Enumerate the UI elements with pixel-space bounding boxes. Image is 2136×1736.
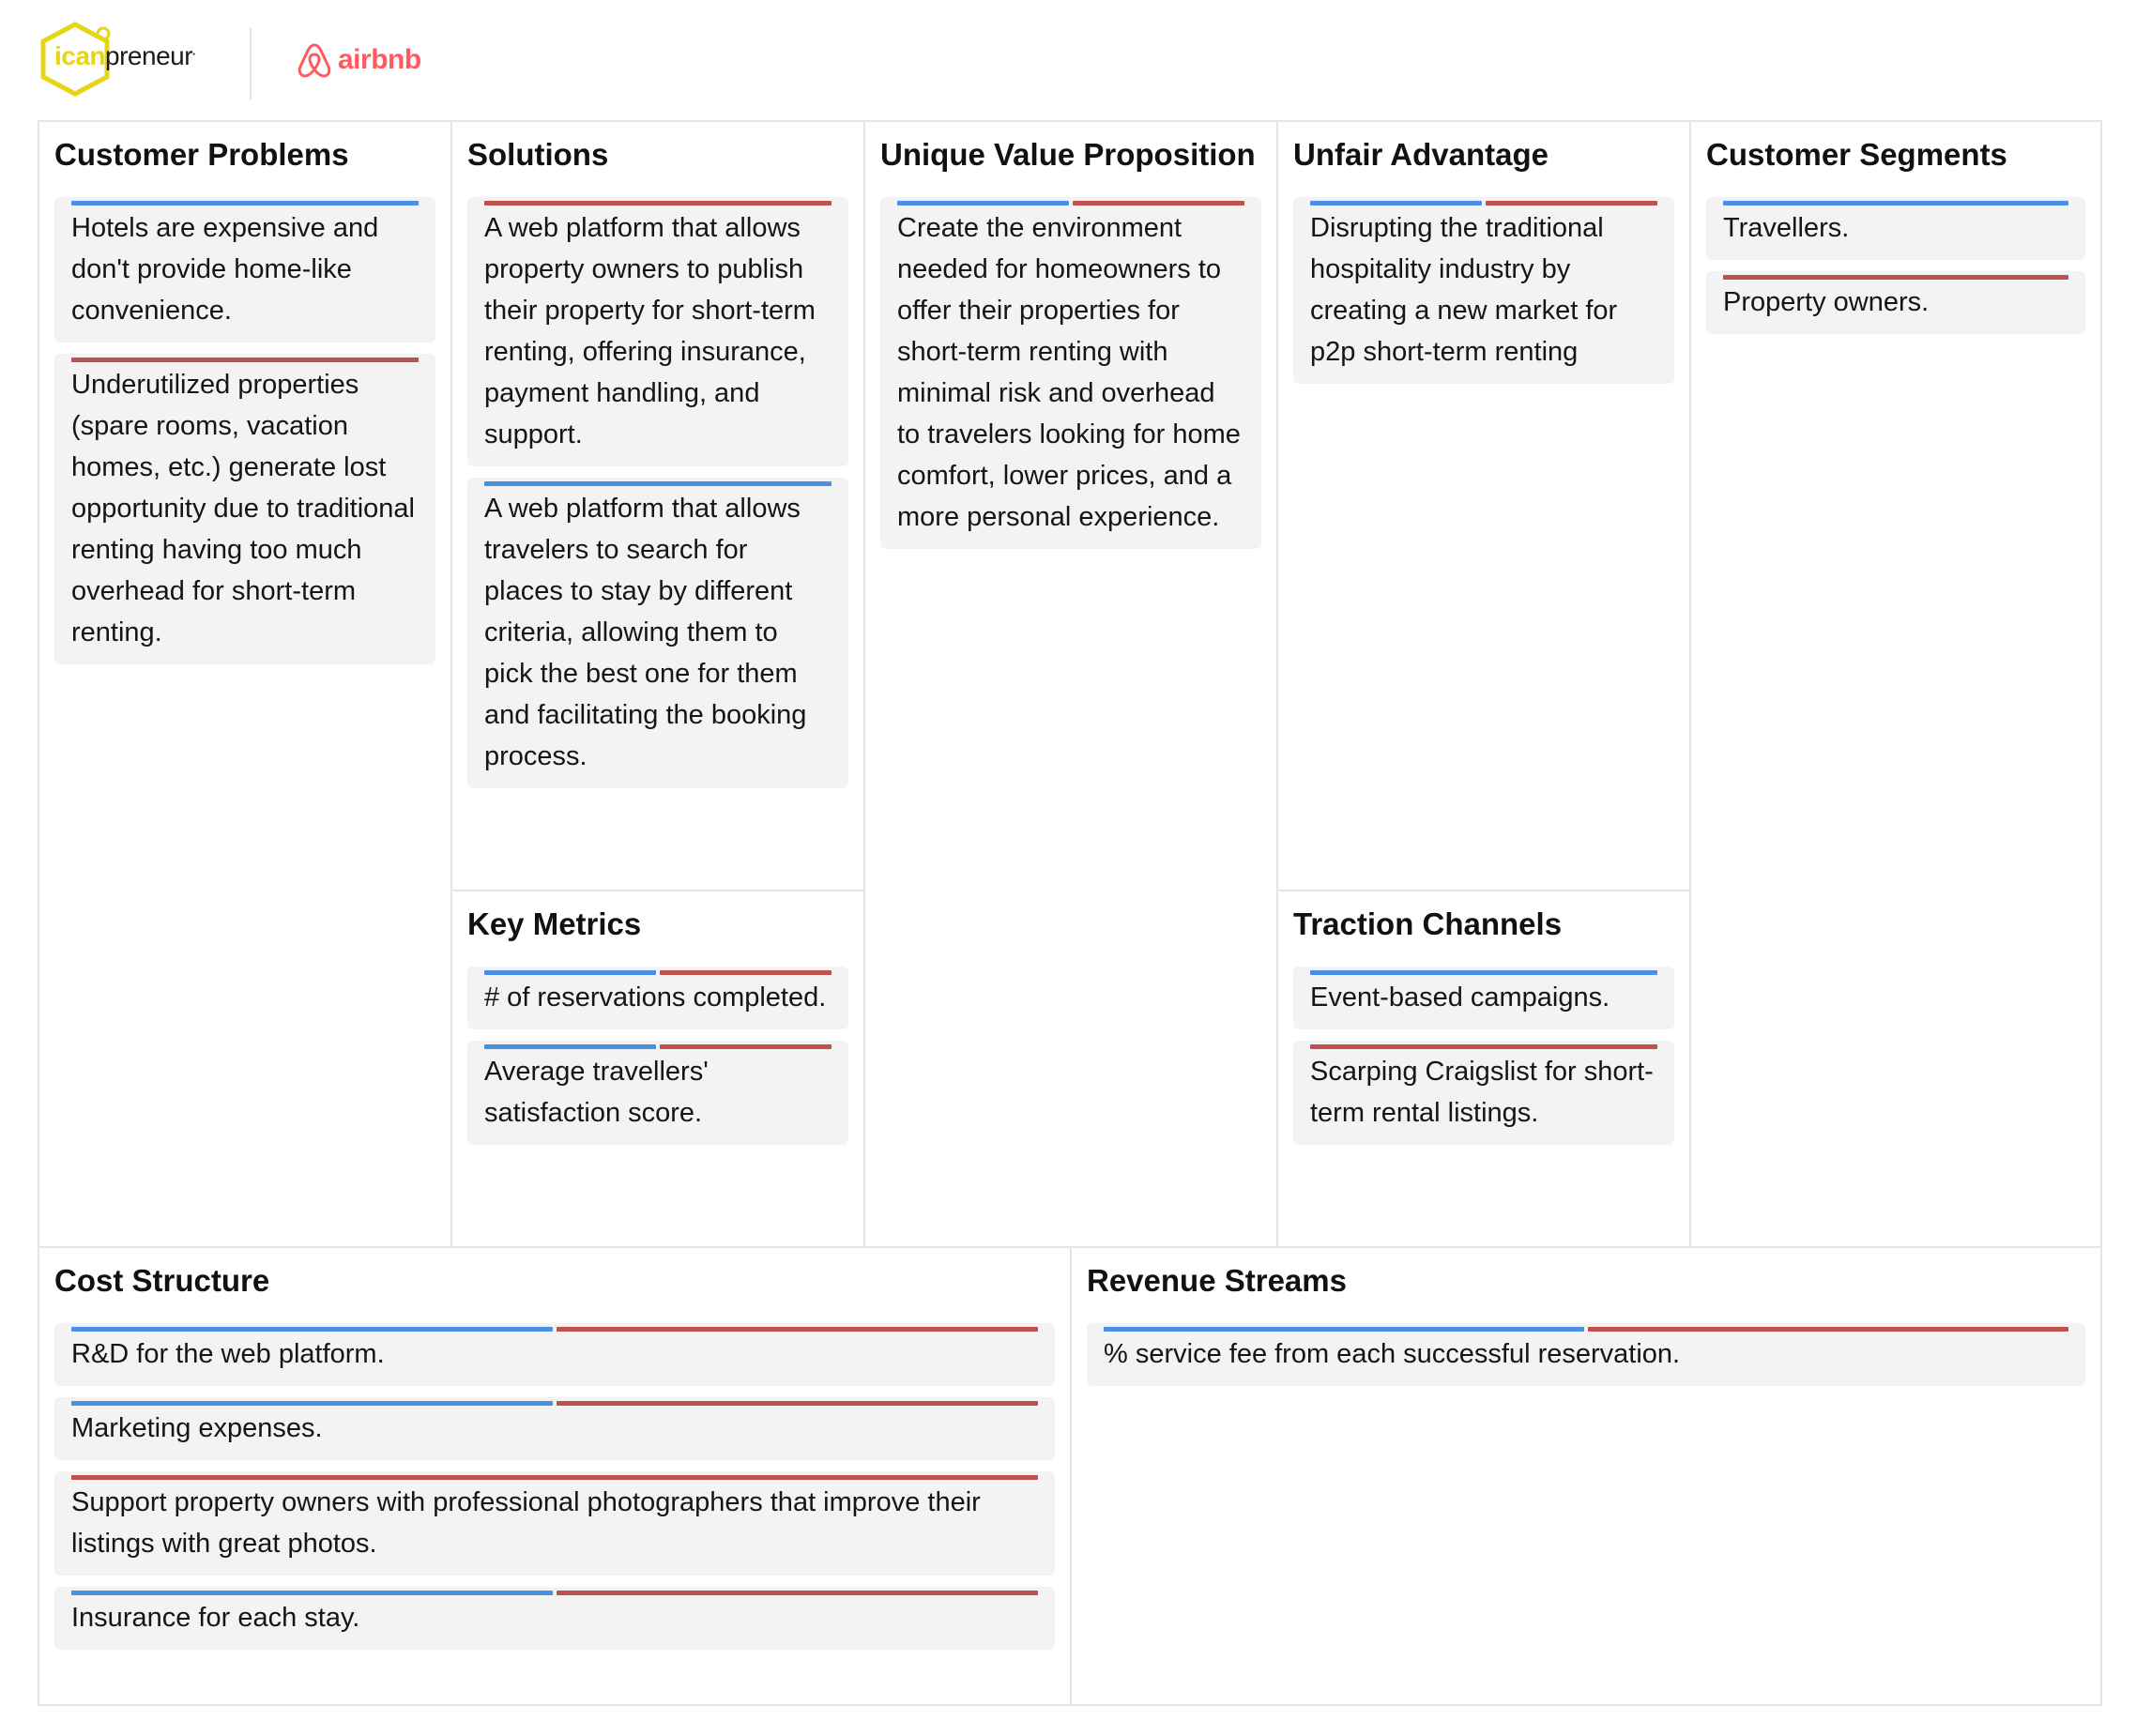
card-list	[54, 1323, 1055, 1661]
card-text: Insurance for each stay.	[71, 1603, 360, 1633]
canvas-card[interactable]	[1706, 197, 2085, 260]
segment-tag-blue	[1723, 201, 2068, 206]
card-text: Support property owners with professional photographers that improve their listings with great photos.	[71, 1487, 981, 1559]
card-list	[880, 197, 1261, 560]
airbnb-logo[interactable]	[297, 39, 421, 81]
segment-tag-red	[1073, 201, 1244, 206]
canvas-card[interactable]	[54, 197, 435, 343]
card-list	[54, 197, 435, 676]
segment-tag-bars	[1723, 201, 2068, 206]
segment-tag-bars	[484, 1044, 832, 1049]
lean-canvas	[38, 120, 2102, 1706]
segment-tag-bars	[1310, 201, 1657, 206]
header	[38, 19, 601, 103]
canvas-card[interactable]	[54, 1397, 1055, 1460]
section-solutions	[452, 122, 865, 891]
section-title: Key Metrics	[467, 906, 642, 941]
segment-tag-red	[71, 1475, 1038, 1480]
segment-tag-red	[557, 1327, 1038, 1332]
card-text: Scarping Craigslist for short-term rental listings.	[1310, 1057, 1654, 1128]
segment-tag-blue	[71, 1591, 553, 1595]
segment-tag-bars	[1310, 1044, 1657, 1049]
card-text: Underutilized properties (spare rooms, vacation homes, etc.) generate lost opportunity due to traditional renting having too much overhead for short-term renting.	[71, 370, 415, 647]
canvas-card[interactable]	[54, 1323, 1055, 1386]
section-title: Solutions	[467, 137, 609, 172]
card-text: # of reservations completed.	[484, 982, 827, 1013]
segment-tag-red	[71, 358, 419, 362]
logo-divider	[250, 28, 252, 99]
section-unfair-advantage	[1278, 122, 1691, 891]
canvas-card[interactable]	[54, 354, 435, 664]
airbnb-wordmark: airbnb	[338, 44, 421, 75]
segment-tag-red	[557, 1591, 1038, 1595]
segment-tag-blue	[897, 201, 1069, 206]
canvas-card[interactable]	[467, 967, 848, 1029]
canvas-card[interactable]	[467, 478, 848, 788]
section-title: Customer Problems	[54, 137, 349, 172]
icanpreneur-logo[interactable]	[38, 19, 216, 99]
canvas-card[interactable]	[1293, 1041, 1674, 1145]
card-list	[1706, 197, 2085, 345]
card-text: Hotels are expensive and don't provide home-like convenience.	[71, 213, 379, 326]
section-title: Customer Segments	[1706, 137, 2007, 172]
segment-tag-bars	[1723, 275, 2068, 280]
section-title: Cost Structure	[54, 1263, 270, 1298]
segment-tag-blue	[1104, 1327, 1584, 1332]
canvas-card[interactable]	[467, 1041, 848, 1145]
card-text: Average travellers' satisfaction score.	[484, 1057, 709, 1128]
segment-tag-blue	[1310, 970, 1657, 975]
segment-tag-red	[1588, 1327, 2068, 1332]
card-text: Disrupting the traditional hospitality industry by creating a new market for p2p short-term renting	[1310, 213, 1618, 367]
icanpreneur-wordmark: icanpreneur.	[54, 41, 195, 70]
segment-tag-red	[484, 201, 832, 206]
card-text: Event-based campaigns.	[1310, 982, 1610, 1013]
segment-tag-red	[1486, 201, 1657, 206]
segment-tag-bars	[71, 1591, 1038, 1595]
segment-tag-blue	[484, 970, 656, 975]
segment-tag-bars	[71, 201, 419, 206]
segment-tag-bars	[484, 481, 832, 486]
section-title: Traction Channels	[1293, 906, 1563, 941]
segment-tag-blue	[71, 1327, 553, 1332]
card-list	[1293, 197, 1674, 395]
segment-tag-bars	[71, 358, 419, 362]
segment-tag-red	[660, 970, 832, 975]
segment-tag-bars	[1104, 1327, 2068, 1332]
card-text: % service fee from each successful reservation.	[1104, 1339, 1681, 1369]
segment-tag-bars	[71, 1475, 1038, 1480]
section-customer-problems	[39, 122, 452, 1248]
airbnb-belo-icon	[297, 41, 332, 79]
card-list	[467, 197, 848, 799]
canvas-card[interactable]	[1706, 271, 2085, 334]
card-text: Marketing expenses.	[71, 1413, 323, 1443]
card-text: Property owners.	[1723, 287, 1930, 317]
segment-tag-red	[557, 1401, 1038, 1406]
section-customer-segments	[1691, 122, 2100, 1248]
card-text: Create the environment needed for homeowners to offer their properties for short-term renting with minimal risk and overhead to travelers looking for home comfort, lower prices, and a more personal experience.	[897, 213, 1241, 532]
segment-tag-red	[1723, 275, 2068, 280]
segment-tag-bars	[897, 201, 1244, 206]
card-list	[467, 967, 848, 1156]
canvas-card[interactable]	[1087, 1323, 2085, 1386]
card-list	[1293, 967, 1674, 1156]
segment-tag-bars	[1310, 970, 1657, 975]
section-revenue-streams	[1072, 1248, 2100, 1704]
card-text: A web platform that allows travelers to search for places to stay by different criteria, allowing them to pick the best one for them and facilitating the booking process.	[484, 494, 807, 771]
segment-tag-bars	[484, 970, 832, 975]
segment-tag-blue	[484, 481, 832, 486]
canvas-card[interactable]	[1293, 967, 1674, 1029]
canvas-card[interactable]	[54, 1471, 1055, 1576]
segment-tag-red	[660, 1044, 832, 1049]
section-title: Unique Value Proposition	[880, 137, 1256, 172]
segment-tag-blue	[1310, 201, 1482, 206]
segment-tag-blue	[71, 201, 419, 206]
segment-tag-bars	[71, 1327, 1038, 1332]
segment-tag-blue	[71, 1401, 553, 1406]
section-title: Revenue Streams	[1087, 1263, 1347, 1298]
section-traction-channels	[1278, 891, 1691, 1248]
segment-tag-bars	[71, 1401, 1038, 1406]
card-text: R&D for the web platform.	[71, 1339, 385, 1369]
section-cost-structure	[39, 1248, 1072, 1704]
canvas-card[interactable]	[467, 197, 848, 466]
card-text: A web platform that allows property owners to publish their property for short-term renting, offering insurance, payment handling, and support.	[484, 213, 816, 449]
section-key-metrics	[452, 891, 865, 1248]
canvas-card[interactable]	[1293, 197, 1674, 384]
canvas-card[interactable]	[54, 1587, 1055, 1650]
section-unique-value-proposition	[865, 122, 1278, 1248]
segment-tag-blue	[484, 1044, 656, 1049]
segment-tag-bars	[484, 201, 832, 206]
section-title: Unfair Advantage	[1293, 137, 1549, 172]
canvas-card[interactable]	[880, 197, 1261, 549]
card-text: Travellers.	[1723, 213, 1850, 243]
card-list	[1087, 1323, 2085, 1397]
segment-tag-red	[1310, 1044, 1657, 1049]
